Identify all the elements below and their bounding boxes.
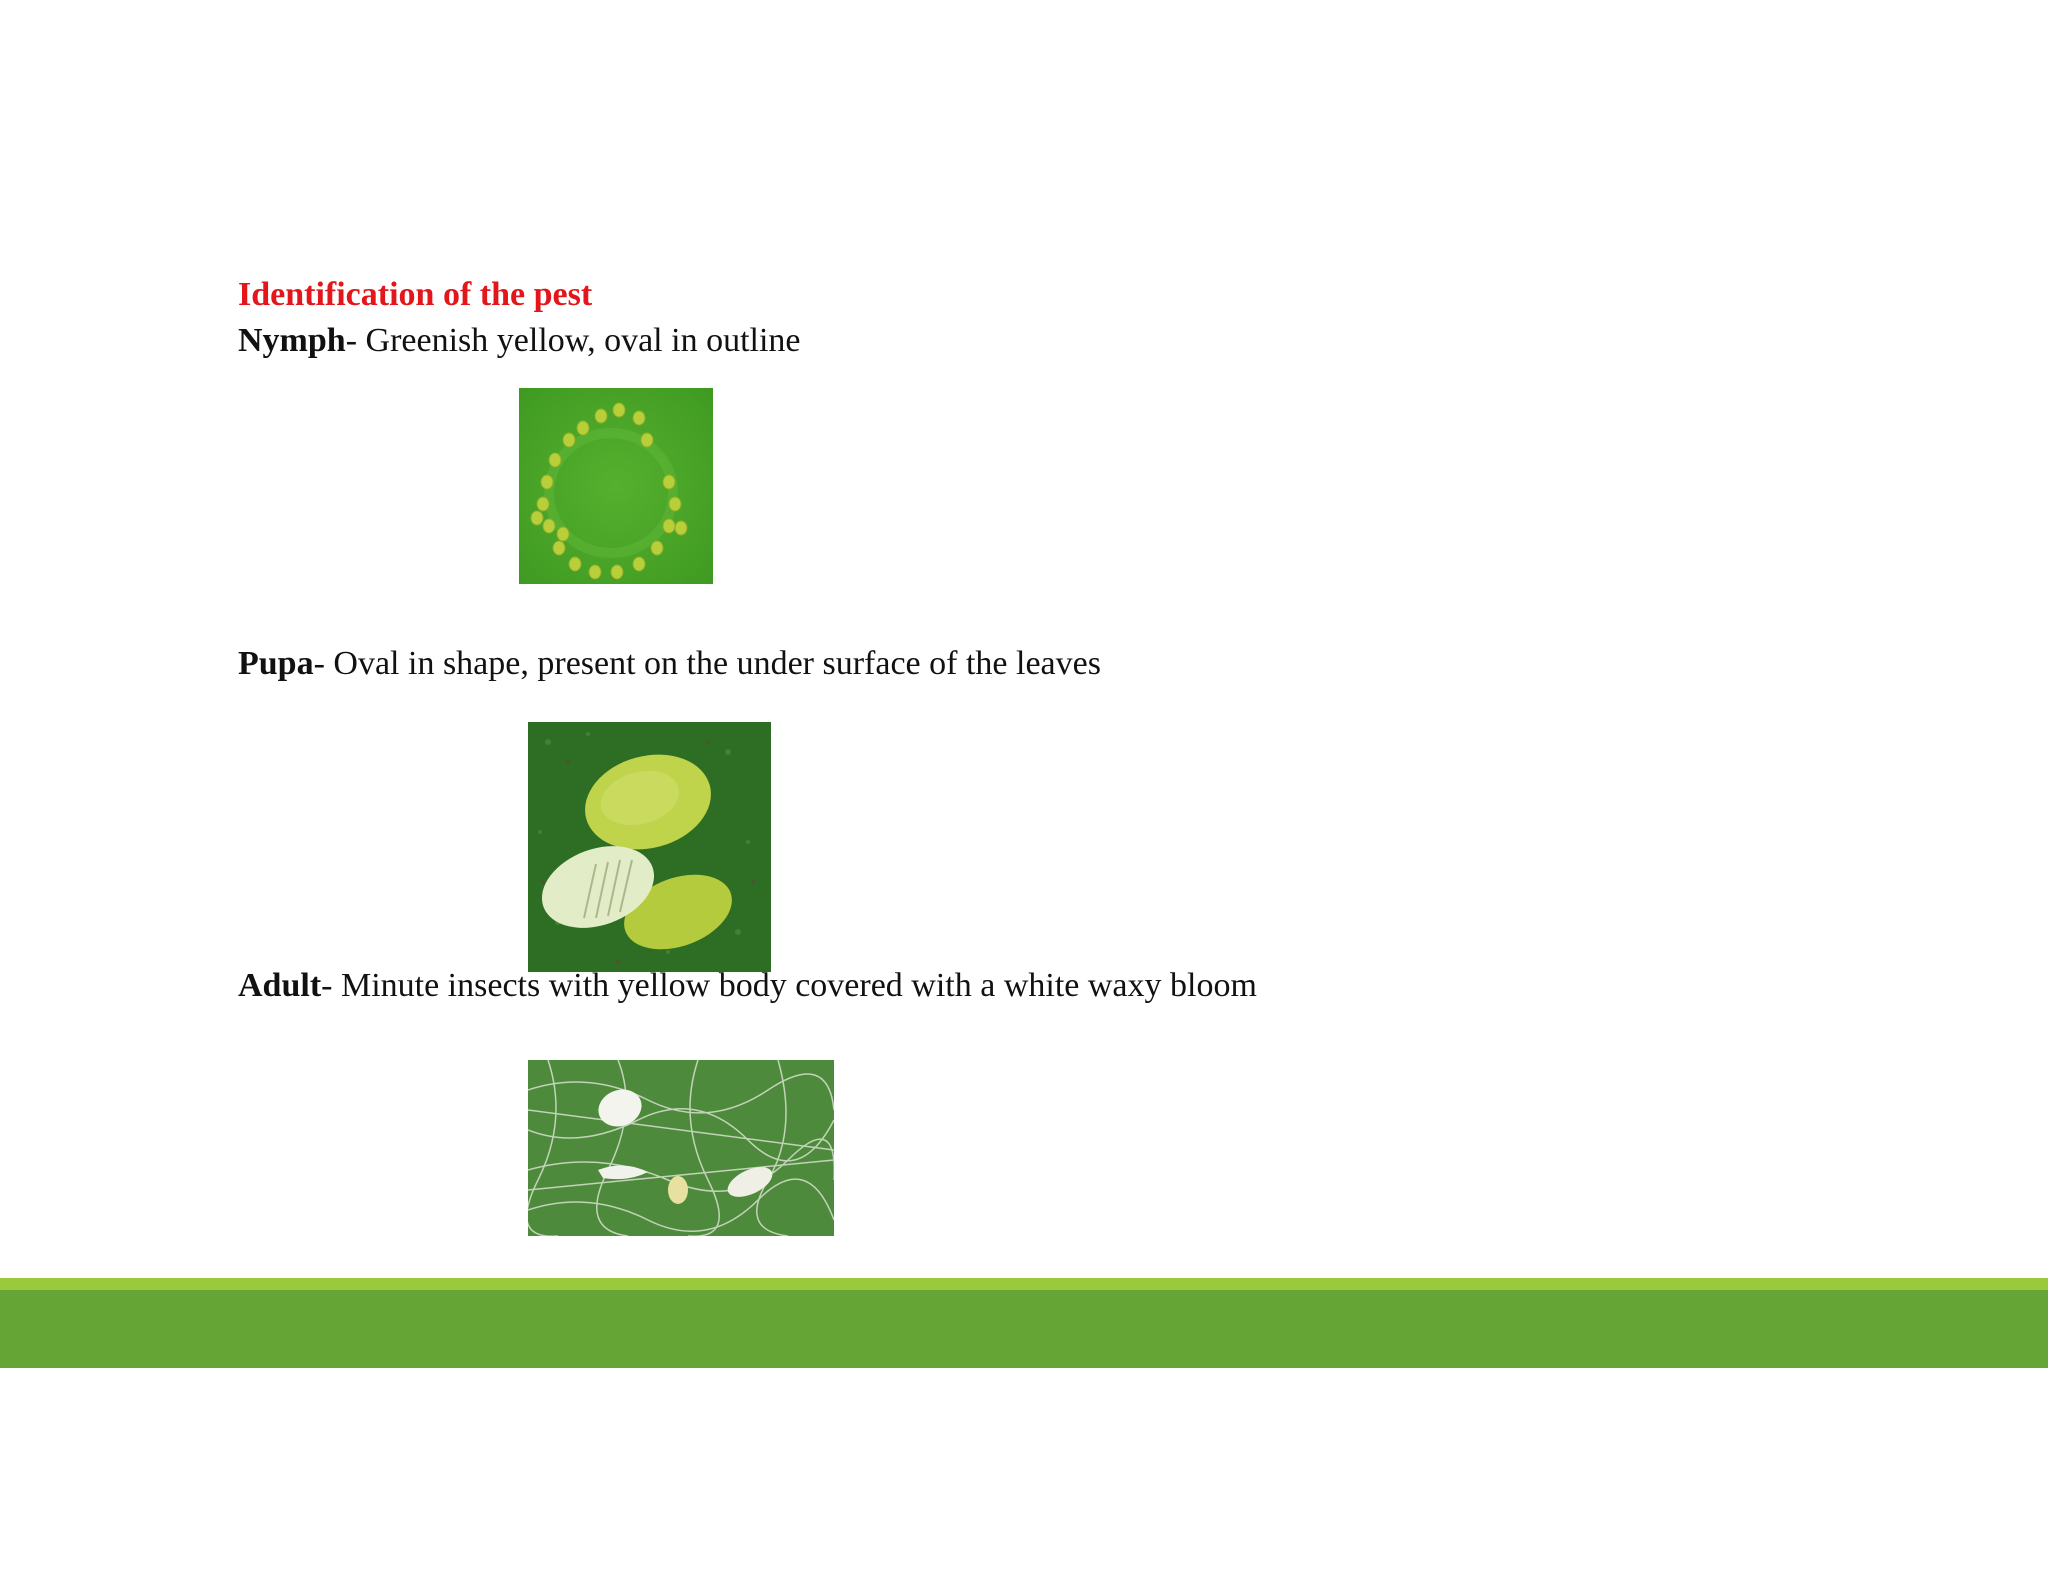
adult-term: Adult bbox=[238, 967, 322, 1004]
footer-band-dark bbox=[0, 1290, 2048, 1368]
adult-photo bbox=[528, 1060, 834, 1236]
pupa-term: Pupa bbox=[238, 645, 314, 682]
nymph-line bbox=[238, 322, 801, 360]
nymph-description: - Greenish yellow, oval in outline bbox=[345, 322, 801, 359]
pupa-photo bbox=[528, 722, 771, 972]
slide-heading: Identification of the pest bbox=[238, 276, 593, 313]
nymph-photo bbox=[519, 388, 713, 584]
adult-line bbox=[238, 967, 1257, 1005]
pupa-description: - Oval in shape, present on the under surface of the leaves bbox=[313, 645, 1101, 682]
adult-description: - Minute insects with yellow body covered with a white waxy bloom bbox=[321, 967, 1257, 1004]
nymph-term: Nymph bbox=[238, 322, 346, 359]
footer-band-light bbox=[0, 1278, 2048, 1290]
pupa-line bbox=[238, 645, 1101, 683]
